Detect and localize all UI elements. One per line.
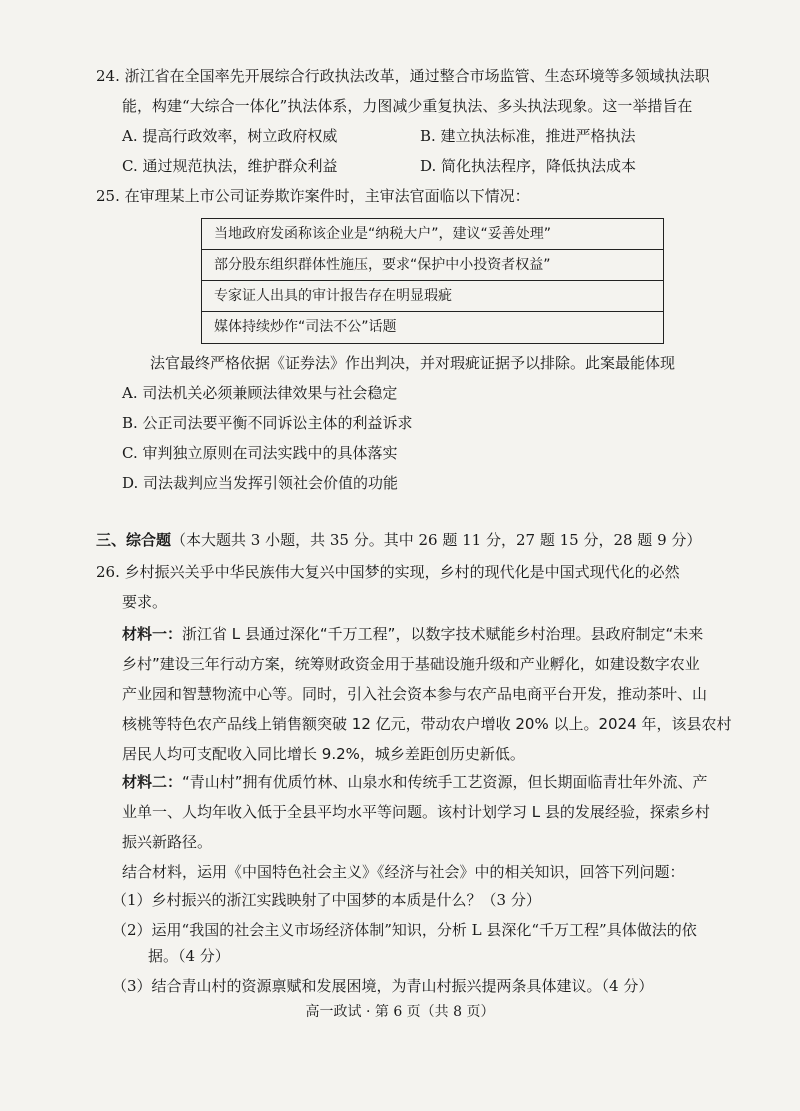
q26-stem-line2: 要求。 — [122, 593, 168, 611]
q25-option-a: A. 司法机关必须兼顾法律效果与社会稳定 — [122, 384, 398, 402]
material1-line5: 居民人均可支配收入同比增长 9.2%，城乡差距创历史新低。 — [122, 745, 525, 763]
q25-stem: 25. 在审理某上市公司证券欺诈案件时，主审法官面临以下情况： — [96, 187, 530, 205]
material1-line2: 乡村”建设三年行动方案，统筹财政资金用于基础设施升级和产业孵化，如建设数字农业 — [122, 655, 700, 673]
material1-line4: 核桃等特色农产品线上销售额突破 12 亿元，带动农户增收 20% 以上。2024 年，该县农村 — [122, 715, 732, 733]
q25-option-d: D. 司法裁判应当发挥引领社会价值的功能 — [122, 474, 399, 492]
table-row: 当地政府发函称该企业是“纳税大户”，建议“妥善处理” — [202, 219, 663, 250]
q26-sub3: （3）结合青山村的资源禀赋和发展困境，为青山村振兴提两条具体建议。（4 分） — [112, 977, 654, 995]
material1-text: 浙江省 L 县通过深化“千万工程”，以数字技术赋能乡村治理。县政府制定“未来 — [182, 625, 704, 643]
q26-sub2-line2: 据。（4 分） — [148, 947, 230, 965]
q24-option-a: A. 提高行政效率，树立政府权威 — [122, 127, 338, 145]
q25-after-table: 法官最终严格依据《证券法》作出判决，并对瑕疵证据予以排除。此案最能体现 — [150, 354, 676, 372]
section3-note: （本大题共 3 小题，共 35 分。其中 26 题 11 分，27 题 15 分，28 题 9 分） — [171, 531, 702, 549]
material2-line1 — [122, 772, 708, 792]
material1-label: 材料一： — [122, 625, 183, 643]
material2-text: “青山村”拥有优质竹林、山泉水和传统手工艺资源，但长期面临青壮年外流、产 — [182, 773, 708, 791]
table-row: 部分股东组织群体性施压，要求“保护中小投资者权益” — [202, 250, 663, 281]
q24-stem-line1: 24. 浙江省在全国率先开展综合行政执法改革，通过整合市场监管、生态环境等多领域执法职 — [96, 67, 710, 85]
section3-title: 三、综合题 — [96, 531, 172, 549]
material1-line3: 产业园和智慧物流中心等。同时，引入社会资本参与农产品电商平台开发，推动茶叶、山 — [122, 685, 708, 703]
page-footer: 高一政试 · 第 6 页（共 8 页） — [305, 1004, 495, 1020]
q26-sub2-line1: （2）运用“我国的社会主义市场经济体制”知识，分析 L 县深化“千万工程”具体做法的依 — [112, 921, 697, 939]
table-row: 媒体持续炒作“司法不公”话题 — [214, 319, 397, 335]
q26-instruction: 结合材料，运用《中国特色社会主义》《经济与社会》中的相关知识，回答下列问题： — [122, 863, 685, 881]
material1-line1 — [122, 624, 703, 644]
material2-line3: 振兴新路径。 — [122, 833, 213, 851]
q24-option-b: B. 建立执法标准，推进严格执法 — [420, 127, 636, 145]
section3-heading — [96, 530, 701, 550]
q24-option-c: C. 通过规范执法，维护群众利益 — [122, 157, 338, 175]
q25-situation-table — [201, 218, 664, 344]
q25-option-b: B. 公正司法要平衡不同诉讼主体的利益诉求 — [122, 414, 413, 432]
table-row: 专家证人出具的审计报告存在明显瑕疵 — [202, 281, 663, 312]
material2-line2: 业单一、人均年收入低于全县平均水平等问题。该村计划学习 L 县的发展经验，探索乡村 — [122, 803, 710, 821]
q25-option-c: C. 审判独立原则在司法实践中的具体落实 — [122, 444, 398, 462]
q24-option-d: D. 简化执法程序，降低执法成本 — [420, 157, 637, 175]
q24-stem-line2: 能，构建“大综合一体化”执法体系，力图减少重复执法、多头执法现象。这一举措旨在 — [122, 97, 693, 115]
q26-sub1: （1）乡村振兴的浙江实践映射了中国梦的本质是什么？（3 分） — [112, 891, 541, 909]
material2-label: 材料二： — [122, 773, 183, 791]
q26-stem-line1: 26. 乡村振兴关乎中华民族伟大复兴中国梦的实现，乡村的现代化是中国式现代化的必然 — [96, 563, 680, 581]
